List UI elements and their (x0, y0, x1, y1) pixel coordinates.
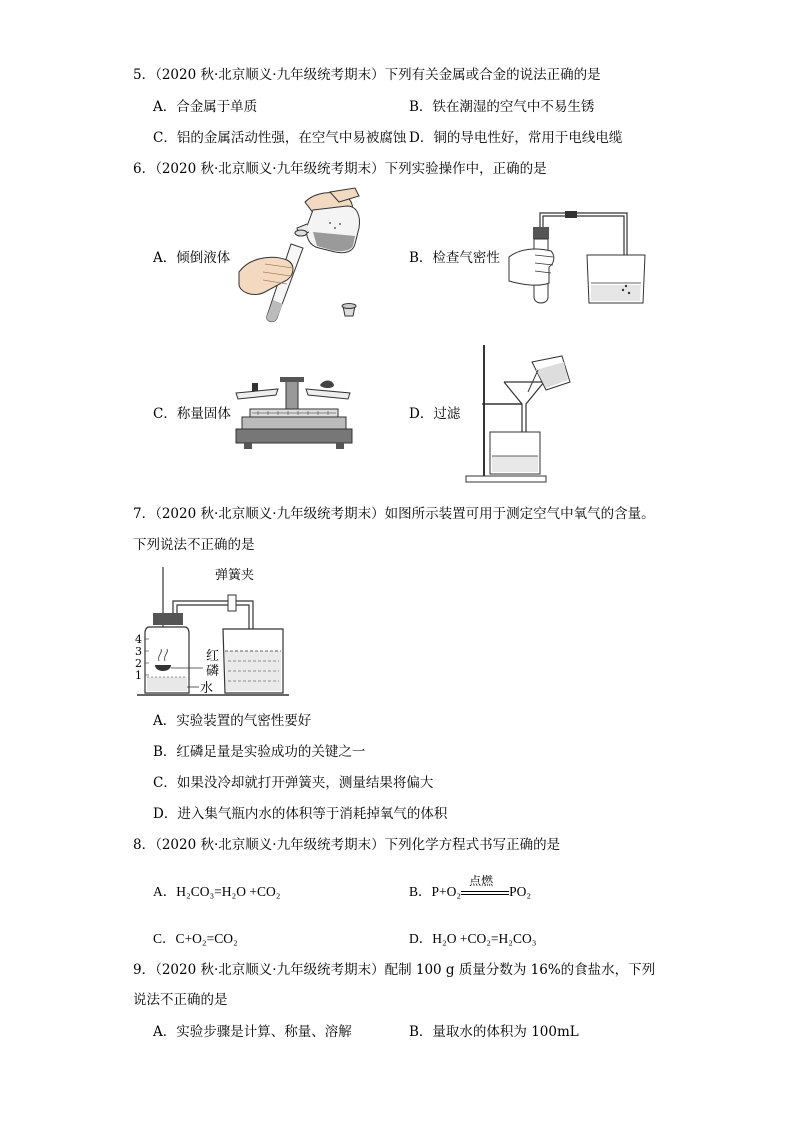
phosphorus-label: 磷 (206, 664, 220, 679)
q7-option-d[interactable]: D．进入集气瓶内水的体积等于消耗掉氧气的体积 (153, 806, 448, 822)
q8-option-b-condition: 点燃 (469, 873, 494, 888)
q7-option-a[interactable]: A．实验装置的气密性要好 (153, 713, 312, 729)
clamp-label: 弹簧夹 (215, 568, 255, 583)
q6-option-b[interactable]: B．检查气密性 (409, 250, 500, 266)
q6-option-c[interactable]: C．称量固体 (153, 406, 231, 422)
red-label: 红 (206, 649, 220, 664)
q5-stem: 5．（2020 秋·北京顺义·九年级统考期末）下列有关金属或合金的说法正确的是 (133, 67, 601, 83)
water-label: 水 (200, 681, 214, 696)
q8-option-d[interactable]: D．H₂O +CO₂=H₂CO₃ (409, 931, 537, 946)
q6-option-d[interactable]: D．过滤 (409, 406, 461, 422)
q5-option-c[interactable]: C．铝的金属活动性强，在空气中易被腐蚀 (153, 130, 407, 146)
q8-option-b-arrow (461, 873, 509, 903)
scale-mark-3: 3 (135, 645, 142, 658)
scale-mark-2: 2 (135, 657, 142, 670)
q8-option-b[interactable] (409, 873, 532, 903)
q9-stem-line1: 9．（2020 秋·北京顺义·九年级统考期末）配制 100 g 质量分数为 16%的食盐水，下列 (133, 962, 656, 978)
q8-option-b-reactants: B．P+O₂ (409, 884, 462, 899)
balance-illustration (228, 373, 358, 453)
q8-option-b-product: PO₂ (509, 884, 532, 899)
q9-option-a[interactable]: A．实验步骤是计算、称量、溶解 (153, 1024, 352, 1040)
q9-stem-line2: 说法不正确的是 (133, 992, 228, 1008)
oxygen-measurement-apparatus (133, 565, 293, 700)
q7-stem-line2: 下列说法不正确的是 (133, 537, 255, 553)
q8-option-c[interactable]: C．C+O₂=CO₂ (153, 931, 238, 946)
q5-option-b[interactable]: B．铁在潮湿的空气中不易生锈 (409, 99, 595, 115)
scale-mark-1: 1 (135, 669, 142, 682)
q5-option-d[interactable]: D．铜的导电性好，常用于电线电缆 (409, 130, 623, 146)
q9-option-b[interactable]: B．量取水的体积为 100mL (409, 1024, 579, 1040)
q7-stem-line1: 7．（2020 秋·北京顺义·九年级统考期末）如图所示装置可用于测定空气中氧气的含量。 (133, 506, 655, 522)
q8-option-a[interactable]: A．H₂CO₃=H₂O +CO₂ (153, 884, 281, 899)
pouring-liquid-illustration (235, 188, 365, 323)
q6-stem: 6．（2020 秋·北京顺义·九年级统考期末）下列实验操作中，正确的是 (133, 161, 547, 177)
q6-option-a[interactable]: A．倾倒液体 (153, 250, 231, 266)
scale-mark-4: 4 (135, 633, 142, 646)
q8-stem: 8．（2020 秋·北京顺义·九年级统考期末）下列化学方程式书写正确的是 (133, 837, 561, 853)
q5-option-a[interactable]: A．合金属于单质 (153, 99, 258, 115)
q7-option-c[interactable]: C．如果没冷却就打开弹簧夹，测量结果将偏大 (153, 775, 434, 791)
filtration-illustration (462, 340, 582, 485)
airtightness-check-illustration (505, 205, 655, 310)
q7-option-b[interactable]: B．红磷足量是实验成功的关键之一 (153, 744, 366, 760)
